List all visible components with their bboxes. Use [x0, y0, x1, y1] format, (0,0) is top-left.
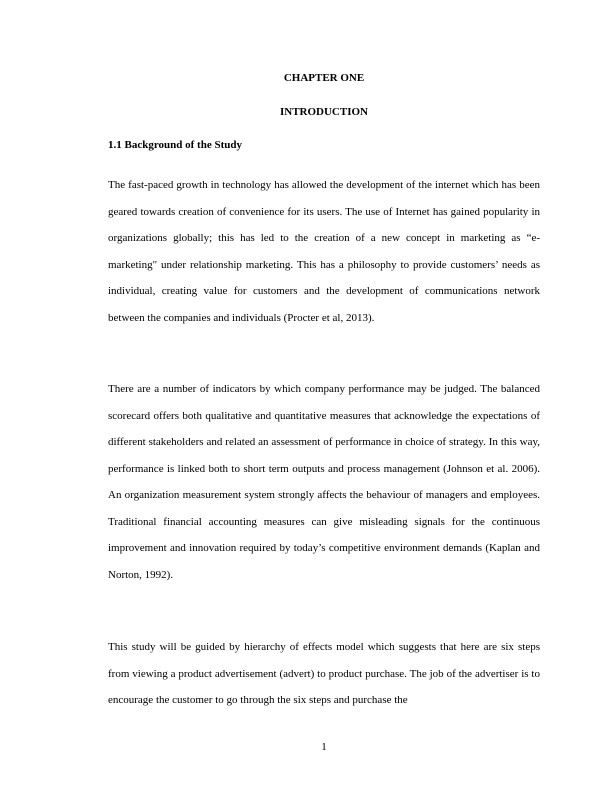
- body-paragraph-1: The fast-paced growth in technology has allowed the development of the internet which has been geared towards creation of convenience for its users. The use of Internet has gained popularity in organizations globally; this has led to the creation of a new concept in marketing as “e-marketing" under relationship marketing. This has a philosophy to provide customers’ needs as individual, creating value for customers and the development of communications network between the companies and individuals (Procter et al, 2013).: [108, 179, 540, 324]
- body-paragraph-3: This study will be guided by hierarchy of effects model which suggests that here are six steps from viewing a product advertisement (advert) to product purchase. The job of the advertiser is to encourage the customer to go through the six steps and purchase the: [108, 641, 540, 706]
- subsection-heading: 1.1 Background of the Study: [108, 139, 242, 151]
- section-title: INTRODUCTION: [279, 106, 368, 118]
- page-number: 1: [321, 741, 327, 753]
- body-paragraph-2: There are a number of indicators by which company performance may be judged. The balanced scorecard offers both qualitative and quantitative measures that acknowledge the expectations of different stakeholders and related an assessment of performance in choice of strategy. In this way, performance is linked both to short term outputs and process management (Johnson et al. 2006). An organization measurement system strongly affects the behaviour of managers and employees. Traditional financial accounting measures can give misleading signals for the continuous improvement and innovation required by today’s competitive environment demands (Kaplan and Norton, 1992).: [108, 383, 540, 581]
- chapter-title: CHAPTER ONE: [283, 72, 365, 84]
